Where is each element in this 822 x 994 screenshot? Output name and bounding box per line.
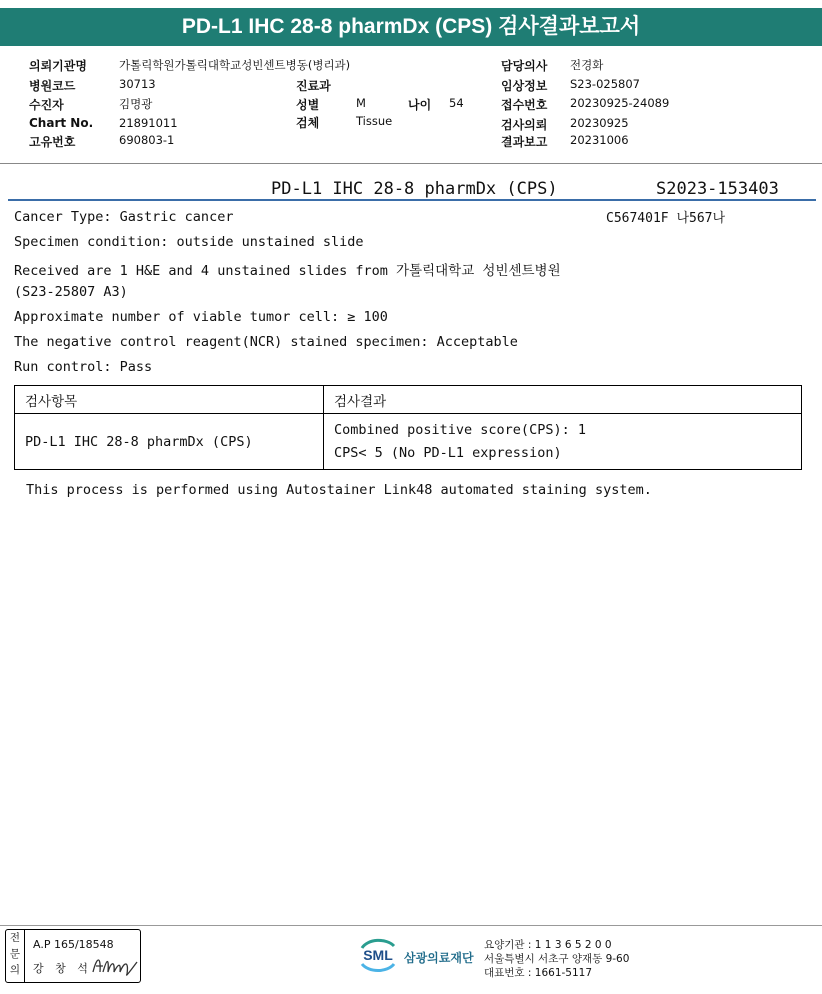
org-name: 삼광의료재단 (404, 951, 474, 965)
age-label: 나이 (408, 98, 432, 112)
request-date-label: 검사의뢰 (501, 118, 548, 132)
institution-code: 요양기관 : 1 1 3 6 5 2 0 0 (484, 939, 612, 951)
unique-no-value: 690803-1 (119, 133, 175, 147)
report-line: Approximate number of viable tumor cell: ≥ 100 (14, 309, 388, 325)
svg-text:SML: SML (363, 947, 393, 963)
test-result (324, 414, 802, 470)
license-number: A.P 165/18548 (33, 938, 114, 951)
stamp-side-label: 전 문 의 (6, 930, 25, 982)
department-label: 진료과 (296, 79, 331, 93)
receipt-no-value: 20230925-24089 (570, 96, 670, 110)
age-value: 54 (449, 96, 464, 110)
request-date-value: 20230925 (570, 116, 629, 130)
unique-no-label: 고유번호 (29, 135, 76, 149)
hospital-code-value: 30713 (119, 77, 156, 91)
institution-label: 의뢰기관명 (29, 59, 87, 73)
patient-value: 김명광 (119, 97, 153, 111)
report-line: Run control: Pass (14, 359, 153, 375)
clinical-info-value: S23-025807 (570, 77, 640, 91)
hospital-code-label: 병원코드 (29, 79, 76, 93)
pathologist-name: 강 창 석 (33, 962, 92, 975)
report-date-label: 결과보고 (501, 135, 548, 149)
footer-divider (0, 925, 822, 926)
result-table (14, 385, 802, 470)
col-header-result: 검사결과 (324, 386, 802, 414)
org-address: 서울특별시 서초구 양재동 9-60 (484, 953, 630, 965)
report-number: S2023-153403 (656, 179, 779, 199)
doctor-value: 전경화 (570, 58, 604, 72)
patient-label: 수진자 (29, 98, 64, 112)
report-title: PD-L1 IHC 28-8 pharmDx (CPS) 검사결과보고서 (0, 8, 822, 46)
report-line: (S23-25807 A3) (14, 284, 128, 300)
chart-no-value: 21891011 (119, 116, 178, 130)
report-line: The negative control reagent(NCR) stained specimen: Acceptable (14, 334, 518, 350)
cps-score: Combined positive score(CPS): 1 (334, 422, 586, 438)
clinical-info-label: 임상정보 (501, 79, 548, 93)
report-divider (8, 199, 816, 201)
org-phone: 대표번호 : 1661-5117 (484, 967, 593, 979)
pathologist-stamp (5, 929, 141, 983)
report-line: Cancer Type: Gastric cancer (14, 209, 234, 225)
sex-label: 성별 (296, 98, 320, 112)
table-row (15, 414, 802, 470)
sml-logo-icon (356, 936, 400, 974)
sex-value: M (356, 96, 366, 110)
report-test-name: PD-L1 IHC 28-8 pharmDx (CPS) (271, 179, 558, 199)
doctor-label: 담당의사 (501, 59, 548, 73)
chart-no-label: Chart No. (29, 116, 94, 130)
col-header-item: 검사항목 (15, 386, 324, 414)
report-date-value: 20231006 (570, 133, 629, 147)
process-note: This process is performed using Autostainer Link48 automated staining system. (26, 482, 652, 498)
specimen-label: 검체 (296, 116, 320, 130)
specimen-value: Tissue (356, 114, 393, 128)
signature-icon (91, 952, 139, 978)
secondary-code: C567401F 나567나 (606, 211, 726, 226)
receipt-no-label: 접수번호 (501, 98, 548, 112)
cps-interpretation: CPS< 5 (No PD-L1 expression) (334, 445, 562, 461)
table-header-row (15, 386, 802, 414)
report-line: Received are 1 H&E and 4 unstained slides from 가톨릭대학교 성빈센트병원 (14, 263, 561, 279)
report-line: Specimen condition: outside unstained slide (14, 234, 364, 250)
institution-value: 가톨릭학원가톨릭대학교성빈센트병동(병리과) (119, 58, 351, 72)
header-divider (0, 163, 822, 164)
test-item: PD-L1 IHC 28-8 pharmDx (CPS) (15, 414, 324, 470)
